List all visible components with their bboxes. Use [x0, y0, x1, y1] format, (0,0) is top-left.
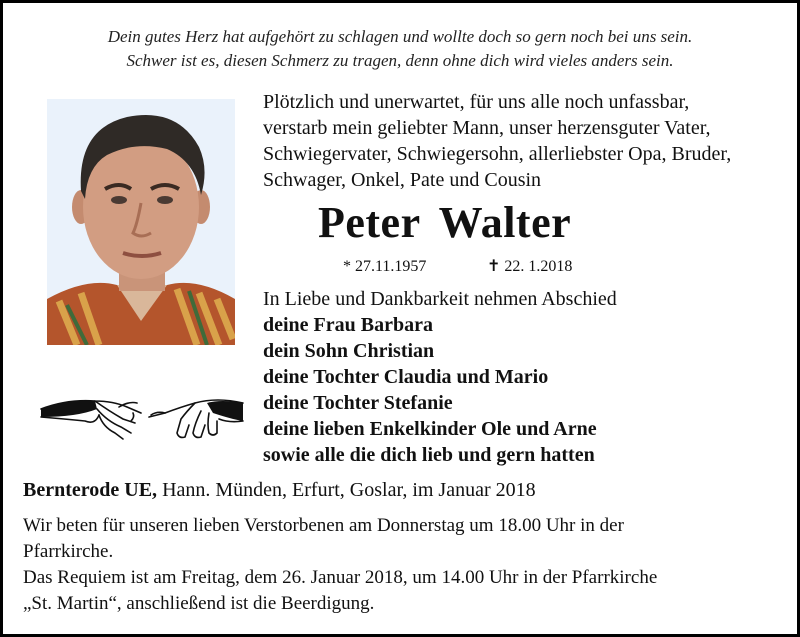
first-name: Peter — [318, 198, 421, 247]
service-line: Pfarrkirche. — [23, 541, 114, 562]
intro-line: verstarb mein geliebter Mann, unser herzensguter Vater, — [263, 117, 711, 139]
creation-hands-icon — [37, 381, 247, 451]
intro-text — [263, 89, 793, 193]
last-name: Walter — [438, 198, 572, 247]
mourner-entry: deine lieben Enkelkinder Ole und Arne — [263, 418, 597, 440]
mourners-list — [263, 286, 783, 468]
portrait-photo — [47, 99, 235, 345]
deceased-name — [318, 198, 571, 248]
mourner-entry: deine Frau Barbara — [263, 314, 433, 336]
quote-line: Dein gutes Herz hat aufgehört zu schlagen und wollte doch so gern noch bei uns sein. — [107, 27, 693, 46]
mourner-entry: deine Tochter Stefanie — [263, 392, 453, 414]
service-line: Wir beten für unseren lieben Verstorbenen am Donnerstag um 18.00 Uhr in der — [23, 515, 624, 536]
place-town: Bernterode UE, — [23, 479, 158, 501]
intro-line: Schwager, Onkel, Pate und Cousin — [263, 169, 542, 191]
birth-date: * 27.11.1957 — [343, 258, 427, 275]
mourner-entry: dein Sohn Christian — [263, 340, 435, 362]
mourners-intro: In Liebe und Dankbarkeit nehmen Abschied — [263, 288, 617, 310]
service-info — [23, 513, 783, 617]
mourner-entry: sowie alle die dich lieb und gern hatten — [263, 444, 595, 466]
place-line — [23, 477, 783, 503]
intro-line: Schwiegervater, Schwiegersohn, allerliebster Opa, Bruder, — [263, 143, 732, 165]
mourner-entry: deine Tochter Claudia und Mario — [263, 366, 549, 388]
quote-line: Schwer ist es, diesen Schmerz zu tragen, denn ohne dich wird vieles anders sein. — [126, 51, 674, 70]
service-line: „St. Martin“, anschließend ist die Beerdigung. — [23, 593, 375, 614]
memorial-quote — [3, 25, 797, 73]
death-date: ✝ 22. 1.2018 — [487, 258, 573, 275]
intro-line: Plötzlich und unerwartet, für uns alle noch unfassbar, — [263, 91, 690, 113]
place-rest: Hann. Münden, Erfurt, Goslar, im Januar 2018 — [157, 479, 536, 501]
service-line: Das Requiem ist am Freitag, dem 26. Januar 2018, um 14.00 Uhr in der Pfarrkirche — [23, 567, 658, 588]
